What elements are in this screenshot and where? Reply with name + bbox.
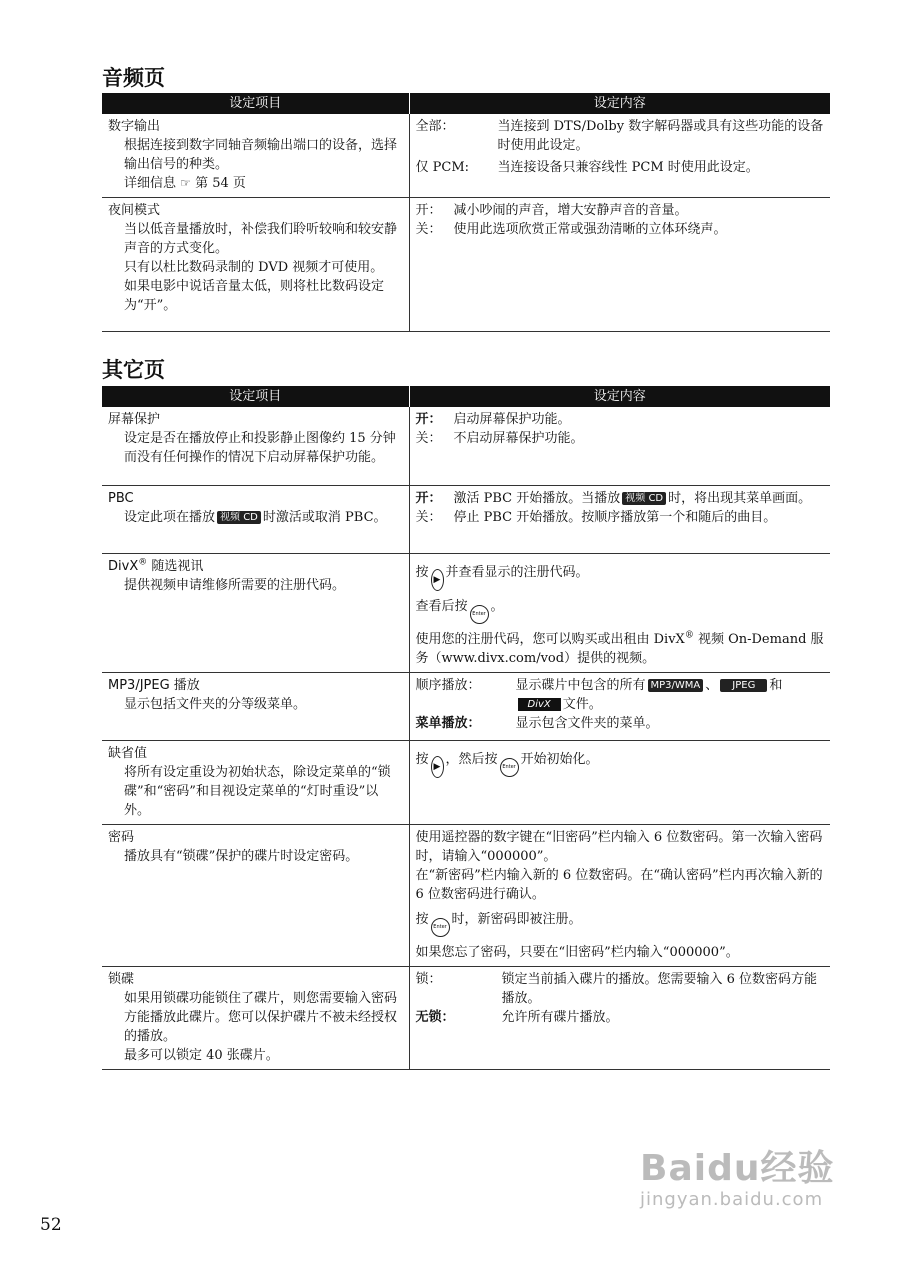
item-desc: 根据连接到数字同轴音频输出端口的设备，选择输出信号的种类。: [124, 138, 398, 172]
item-desc: 如果电影中说话音量太低，则将杜比数码设定为“开”。: [124, 279, 385, 313]
divx-badge: DivX: [518, 698, 561, 711]
item-name: 屏幕保护: [108, 412, 161, 427]
option-pcm: 仅 PCM: 当连接设备只兼容线性 PCM 时使用此设定。: [415, 160, 759, 175]
option-on: 开： 启动屏幕保护功能。: [415, 412, 571, 427]
item-desc: 只有以杜比数码录制的 DVD 视频才可使用。: [124, 260, 384, 275]
item-reference: 详细信息 ☞ 第 54 页: [124, 176, 246, 191]
option-menu: 菜单播放： 显示包含文件夹的菜单。: [415, 715, 659, 731]
item-desc: 提供视频申请维修所需要的注册代码。: [124, 577, 346, 593]
password-step-3: 按 Enter 时，新密码即被注册。: [416, 910, 825, 937]
item-name: DivX® 随选视讯: [108, 557, 204, 574]
other-settings-table: [102, 386, 830, 1070]
option-off: 关： 停止 PBC 开始播放。按顺序播放第一个和随后的曲目。: [415, 509, 777, 525]
table-row: [102, 407, 830, 485]
item-name: 缺省值: [108, 745, 148, 761]
enter-button-icon: Enter: [500, 758, 519, 777]
item-name: PBC: [108, 490, 134, 506]
reference-hand-icon: ☞: [180, 176, 191, 190]
header-setting-content: 设定内容: [409, 93, 830, 114]
option-sequential: 顺序播放： 显示碟片中包含的所有 MP3/WMA 、 JPEG 和 DivX 文件。: [415, 677, 783, 712]
item-desc: 显示包括文件夹的分等级菜单。: [124, 696, 307, 712]
item-desc: 播放具有“锁碟”保护的碟片时设定密码。: [124, 848, 359, 864]
header-setting-item: 设定项目: [102, 386, 409, 407]
item-desc: 将所有设定重设为初始状态，除设定菜单的“锁碟”和“密码”和目视设定菜单的“灯时重设”以外。: [124, 764, 391, 818]
divx-step-1: 按 ▶ 并查看显示的注册代码。: [416, 563, 825, 591]
item-desc: 最多可以锁定 40 张碟片。: [124, 1047, 279, 1063]
enter-button-icon: Enter: [431, 918, 450, 937]
page-number: 52: [40, 1215, 62, 1235]
right-arrow-button-icon: ▶: [431, 756, 444, 778]
item-desc: 设定是否在播放停止和投影静止图像约 15 分钟而没有任何操作的情况下启动屏幕保护功能。: [124, 431, 396, 465]
item-name: 锁碟: [108, 971, 135, 987]
divx-step-3: 使用您的注册代码，您可以购买或出租由 DivX® 视频 On-Demand 服务（www.divx.com/vod）提供的视频。: [415, 630, 824, 666]
item-name: 密码: [108, 829, 135, 845]
default-step: 按 ▶ ，然后按 Enter 开始初始化。: [416, 750, 825, 778]
password-step-2: 在“新密码”栏内输入新的 6 位数密码。在“确认密码”栏内再次输入新的 6 位数密码进行确认。: [415, 867, 823, 902]
divx-step-2: 查看后按 Enter 。: [416, 597, 825, 624]
baidu-watermark: Baidu经验 jingyan.baidu.com: [640, 1148, 835, 1210]
item-desc: 如果用锁碟功能锁住了碟片，则您需要输入密码方能播放此碟片。您可以保护碟片不被未经授权的播放。: [124, 990, 398, 1044]
table-row: [102, 485, 830, 553]
table-row: [102, 198, 830, 332]
table-row: [102, 553, 830, 672]
item-name: 数字输出: [108, 119, 161, 134]
table-row: [102, 824, 830, 966]
section-title-other: 其它页: [102, 358, 165, 382]
option-on: 开： 减小吵闹的声音，增大安静声音的音量。: [415, 203, 688, 218]
header-setting-item: 设定项目: [102, 93, 409, 114]
video-cd-badge: 视频 CD: [622, 492, 666, 505]
enter-button-icon: Enter: [470, 605, 489, 624]
mp3-wma-badge: MP3/WMA: [648, 679, 704, 692]
item-desc: 当以低音量播放时，补偿我们聆听较响和较安静声音的方式变化。: [124, 222, 398, 256]
header-setting-content: 设定内容: [409, 386, 830, 407]
password-step-1: 使用遥控器的数字键在“旧密码”栏内输入 6 位数密码。第一次输入密码时，请输入“000000”。: [415, 829, 823, 864]
item-desc: 设定此项在播放 视频 CD 时激活或取消 PBC。: [124, 509, 387, 525]
table-row: [102, 740, 830, 824]
audio-settings-table: [102, 93, 830, 332]
option-lock: 锁： 锁定当前插入碟片的播放。您需要输入 6 位数密码方能播放。: [415, 971, 818, 1006]
item-name: 夜间模式: [108, 203, 161, 218]
option-off: 关： 不启动屏幕保护功能。: [415, 431, 584, 446]
section-title-audio: 音频页: [102, 66, 165, 90]
item-name: MP3/JPEG 播放: [108, 677, 200, 693]
option-all: 全部： 当连接到 DTS/Dolby 数字解码器或具有这些功能的设备时使用此设定。: [415, 119, 824, 153]
option-off: 关： 使用此选项欣赏正常或强劲清晰的立体环绕声。: [415, 222, 727, 237]
right-arrow-button-icon: ▶: [431, 569, 444, 591]
video-cd-badge: 视频 CD: [217, 511, 261, 524]
option-on: 开： 激活 PBC 开始播放。当播放 视频 CD 时，将出现其菜单画面。: [415, 490, 812, 506]
table-row: [102, 114, 830, 198]
jpeg-badge: JPEG: [720, 679, 767, 692]
table-row: [102, 672, 830, 740]
password-step-4: 如果您忘了密码，只要在“旧密码”栏内输入“000000”。: [415, 944, 739, 960]
table-row: [102, 966, 830, 1069]
option-unlock: 无锁： 允许所有碟片播放。: [415, 1009, 619, 1025]
